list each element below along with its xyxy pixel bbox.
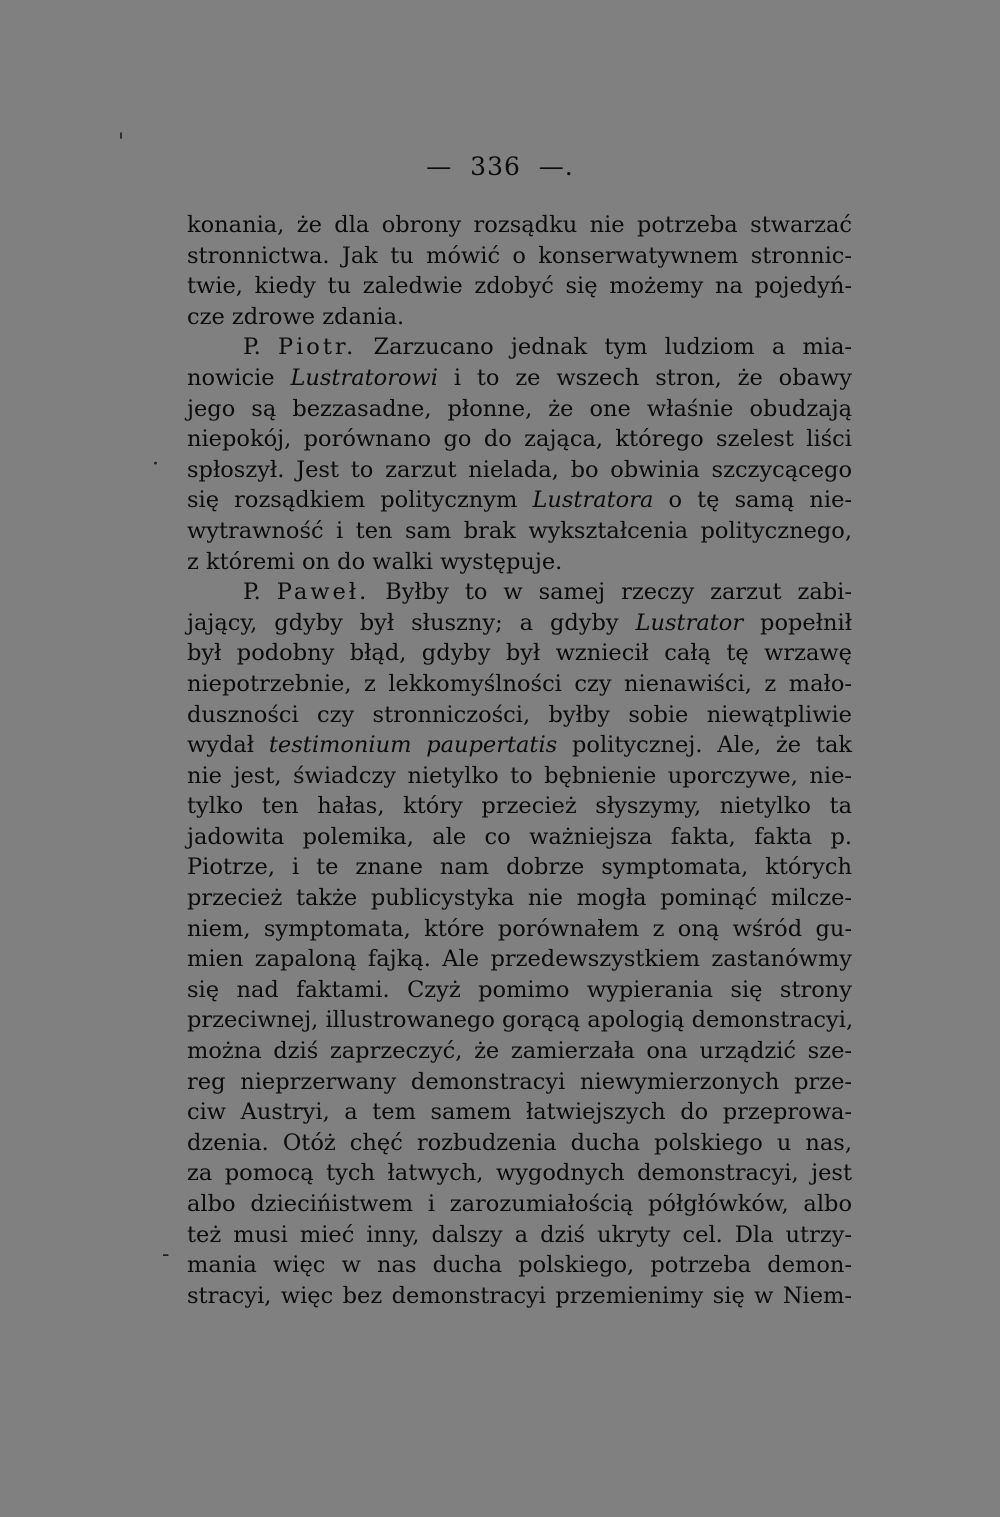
italic-text: Lustratora xyxy=(532,487,654,514)
text-segment: jadowita polemika, ale co ważniejsza fakta, fakta p. xyxy=(187,823,852,850)
text-segment: Piotrze, i te znane nam dobrze symptomata, których xyxy=(187,854,852,881)
text-segment: tylko ten hałas, który przecież słyszymy, nietylko ta xyxy=(187,793,852,820)
text-segment: popełnił xyxy=(743,609,852,636)
text-segment: i to ze wszech stron, że obawy xyxy=(438,364,852,391)
specks: - xyxy=(162,1242,170,1267)
speaker-name: Paweł. xyxy=(276,579,370,606)
text-segment: stronnictwa. Jak tu mówić o konserwatywnem stronnic- xyxy=(187,242,852,269)
text-segment: się nad faktami. Czyż pomimo wypierania się strony xyxy=(187,976,852,1003)
text-line xyxy=(187,1250,852,1281)
text-segment: ciw Austryi, a tem samem łatwiejszych do przeprowa- xyxy=(187,1099,852,1126)
text-segment: też musi mieć inny, dalszy a dziś ukryty cel. Dla utrzy- xyxy=(187,1221,852,1248)
text-segment: P. xyxy=(243,579,277,606)
text-segment: był podobny błąd, gdyby był wzniecił całą tę wrzawę xyxy=(187,640,852,667)
body-text xyxy=(187,210,852,1311)
text-line xyxy=(187,975,852,1006)
specks: ' xyxy=(118,130,125,155)
text-segment: jego są bezzasadne, płonne, że one właśnie obudzają xyxy=(187,395,852,422)
text-line xyxy=(187,822,852,853)
text-line xyxy=(187,852,852,883)
text-line xyxy=(187,1128,852,1159)
text-segment: twie, kiedy tu zaledwie zdobyć się możemy na pojedyń- xyxy=(187,273,852,300)
text-segment: mien zapaloną fajką. Ale przedewszystkiem zastanówmy xyxy=(187,946,852,973)
text-segment: przeciwnej, illustrowanego gorącą apologią demonstracyi, xyxy=(187,1007,854,1034)
text-line xyxy=(187,914,852,945)
text-segment: przecież także publicystyka nie mogła pominąć milcze- xyxy=(187,885,852,912)
italic-text: Lustrator xyxy=(635,609,744,636)
text-line xyxy=(187,700,852,731)
text-segment: spłoszył. Jest to zarzut nielada, bo obwinia szczycącego xyxy=(187,456,852,483)
text-segment: wytrawność i ten sam brak wykształcenia politycznego, xyxy=(187,517,852,544)
text-segment: albo dziecińistwem i zarozumiałością półgłówków, albo xyxy=(187,1191,852,1217)
page-number: — 336 —. xyxy=(426,152,574,181)
text-segment: P. xyxy=(243,334,278,361)
specks: · xyxy=(152,452,159,477)
text-segment: duszności czy stronniczości, byłby sobie niewątpliwie xyxy=(187,701,852,728)
text-line xyxy=(187,516,852,547)
text-segment: Byłby to w samej rzeczy zarzut zabi- xyxy=(369,579,852,606)
text-line xyxy=(187,1220,852,1251)
text-segment: nowicie xyxy=(187,364,291,391)
text-segment: niem, symptomata, które porównałem z oną wśród gu- xyxy=(187,915,852,942)
text-segment: można dziś zaprzeczyć, że zamierzała ona urządzić sze- xyxy=(187,1038,852,1065)
text-segment: niepokój, porównano go do zająca, którego szelest liści xyxy=(187,426,852,453)
text-line xyxy=(187,1097,852,1128)
text-segment: cze zdrowe zdania. xyxy=(187,303,405,330)
text-line xyxy=(187,1067,852,1098)
text-segment: jający, gdyby był słuszny; a gdyby xyxy=(187,609,636,636)
text-line xyxy=(187,1036,852,1067)
text-segment: się rozsądkiem politycznym xyxy=(187,487,533,514)
text-line xyxy=(187,424,852,455)
italic-text: Lustratorowi xyxy=(290,364,438,391)
text-line xyxy=(187,638,852,669)
text-line xyxy=(187,547,852,578)
text-line xyxy=(187,210,852,241)
text-line xyxy=(187,363,852,394)
text-segment: konania, że dla obrony rozsądku nie potrzeba stwarzać xyxy=(187,212,852,238)
text-segment: stracyi, więc bez demonstracyi przemienimy się w Niem- xyxy=(187,1282,852,1309)
text-line xyxy=(187,332,852,363)
text-line xyxy=(187,302,852,333)
text-segment: dzenia. Otóż chęć rozbudzenia ducha polskiego u nas, xyxy=(187,1129,852,1156)
text-line xyxy=(187,791,852,822)
text-line xyxy=(187,241,852,272)
italic-text: testimonium paupertatis xyxy=(268,732,558,759)
text-line xyxy=(187,394,852,425)
text-line xyxy=(187,730,852,761)
text-line xyxy=(187,669,852,700)
text-segment: reg nieprzerwany demonstracyi niewymierzonych prze- xyxy=(187,1068,852,1095)
text-line xyxy=(187,1158,852,1189)
text-line xyxy=(187,944,852,975)
text-segment: politycznej. Ale, że tak xyxy=(557,732,852,759)
text-line xyxy=(187,455,852,486)
text-line xyxy=(187,1005,852,1036)
text-line xyxy=(187,883,852,914)
text-segment: niepotrzebnie, z lekkomyślności czy nienawiści, z mało- xyxy=(187,670,852,697)
text-line xyxy=(187,577,852,608)
text-segment: nie jest, świadczy nietylko to bębnienie uporczywe, nie- xyxy=(187,762,852,789)
text-line xyxy=(187,1189,852,1220)
text-segment: z któremi on do walki występuje. xyxy=(187,548,563,575)
text-line xyxy=(187,608,852,639)
text-segment: o tę samą nie- xyxy=(653,487,852,514)
text-line xyxy=(187,271,852,302)
text-segment: za pomocą tych łatwych, wygodnych demonstracyi, jest xyxy=(187,1160,852,1187)
text-segment: Zarzucano jednak tym ludziom a mia- xyxy=(356,334,852,361)
text-segment: wydał xyxy=(187,732,269,759)
text-line xyxy=(187,485,852,516)
text-line xyxy=(187,761,852,792)
speaker-name: Piotr. xyxy=(277,334,357,361)
text-segment: mania więc w nas ducha polskiego, potrzeba demon- xyxy=(187,1252,852,1279)
text-line xyxy=(187,1281,852,1312)
